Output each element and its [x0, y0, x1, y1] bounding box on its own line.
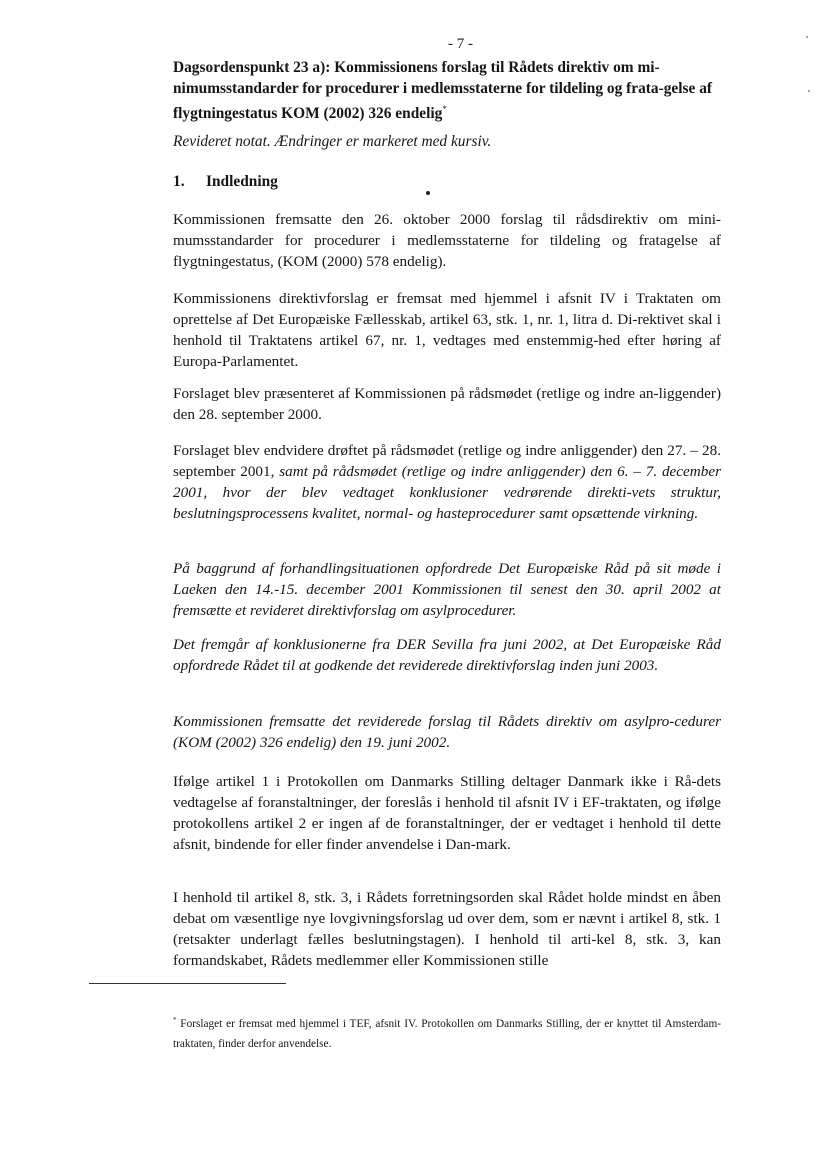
paragraph-7: Kommissionen fremsatte det reviderede forslag til Rådets direktiv om asylpro-cedurer (KOM (2002) 326 endelig) den 19. juni 2002. [173, 713, 721, 751]
page-title [173, 57, 721, 124]
title-text: Dagsordenspunkt 23 a): Kommissionens forslag til Rådets direktiv om mi-nimumsstandarder for procedurer i medlemsstaterne for tildeling og frata-gelse af flygtningestatus KOM (2002) 326 endelig [173, 59, 713, 123]
paragraph-4-italic: samt på rådsmødet (retlige og indre anliggender) den 6. – 7. december 2001, hvor der blev vedtaget konklusioner vedrørende direkti-vets struktur, beslutningsprocessens kvalitet, normal- og hasteprocedurer samt opsættende virkning. [173, 463, 721, 522]
paragraph-3: Forslaget blev præsenteret af Kommissionen på rådsmødet (retlige og indre an-liggender) den 28. september 2000. [173, 385, 721, 423]
paragraph-4-regular: Forslaget blev endvidere drøftet på rådsmødet (retlige og indre anliggender) den 27. – 28. september 2001, [173, 442, 721, 480]
section-title: Indledning [206, 173, 278, 190]
scan-speck [808, 90, 810, 92]
scan-speck [806, 36, 808, 38]
section-heading [173, 173, 278, 191]
page-number: - 7 - [448, 36, 473, 52]
scan-mark [426, 191, 430, 195]
section-number: 1. [173, 173, 185, 190]
paragraph-4 [173, 440, 721, 524]
footnote-text: Forslaget er fremsat med hjemmel i TEF, afsnit IV. Protokollen om Danmarks Stilling, der er knyttet til Amsterdam-traktaten, finder derfor anvendelse. [173, 1017, 721, 1050]
footnote-separator [89, 983, 286, 984]
footnote [173, 1010, 721, 1054]
paragraph-5: På baggrund af forhandlingsituationen opfordrede Det Europæiske Råd på sit møde i Laeken den 14.-15. december 2001 Kommissionen til senest den 30. april 2002 at fremsætte et revideret direktivforslag om asylprocedurer. [173, 560, 721, 619]
paragraph-6: Det fremgår af konklusionerne fra DER Sevilla fra juni 2002, at Det Europæiske Råd opfordrede Rådet til at godkende det reviderede direktivforslag inden juni 2003. [173, 636, 721, 674]
title-footnote-marker: * [442, 104, 447, 114]
revision-note: Revideret notat. Ændringer er markeret med kursiv. [173, 133, 492, 150]
paragraph-9: I henhold til artikel 8, stk. 3, i Rådets forretningsorden skal Rådet holde mindst en åben debat om væsentlige nye lovgivningsforslag ud over dem, som er nævnt i artikel 8, stk. 1 (retsakter underlagt fælles beslutningstagen). I henhold til arti-kel 8, stk. 3, kan formandskabet, Rådets medlemmer eller Kommissionen stille [173, 889, 721, 969]
paragraph-1: Kommissionen fremsatte den 26. oktober 2000 forslag til rådsdirektiv om mini-mumsstandarder for procedurer i medlemsstaterne for tildeling og fratagelse af flygtningestatus, (KOM (2000) 578 endelig). [173, 211, 721, 270]
footnote-marker: * [173, 1016, 177, 1024]
paragraph-8: Ifølge artikel 1 i Protokollen om Danmarks Stilling deltager Danmark ikke i Rå-dets vedtagelse af foranstaltninger, der foreslås i henhold til afsnit IV i EF-traktaten, og ifølge protokollens artikel 2 er ingen af de foranstaltninger, der er vedtaget i henhold til dette afsnit, bindende for eller finder anvendelse i Dan-mark. [173, 773, 721, 853]
paragraph-2: Kommissionens direktivforslag er fremsat med hjemmel i afsnit IV i Traktaten om oprettelse af Det Europæiske Fællesskab, artikel 63, stk. 1, nr. 1, litra d. Di-rektivet skal i henhold til Traktatens artikel 67, nr. 1, vedtages med enstemmig-hed efter høring af Europa-Parlamentet. [173, 290, 721, 370]
